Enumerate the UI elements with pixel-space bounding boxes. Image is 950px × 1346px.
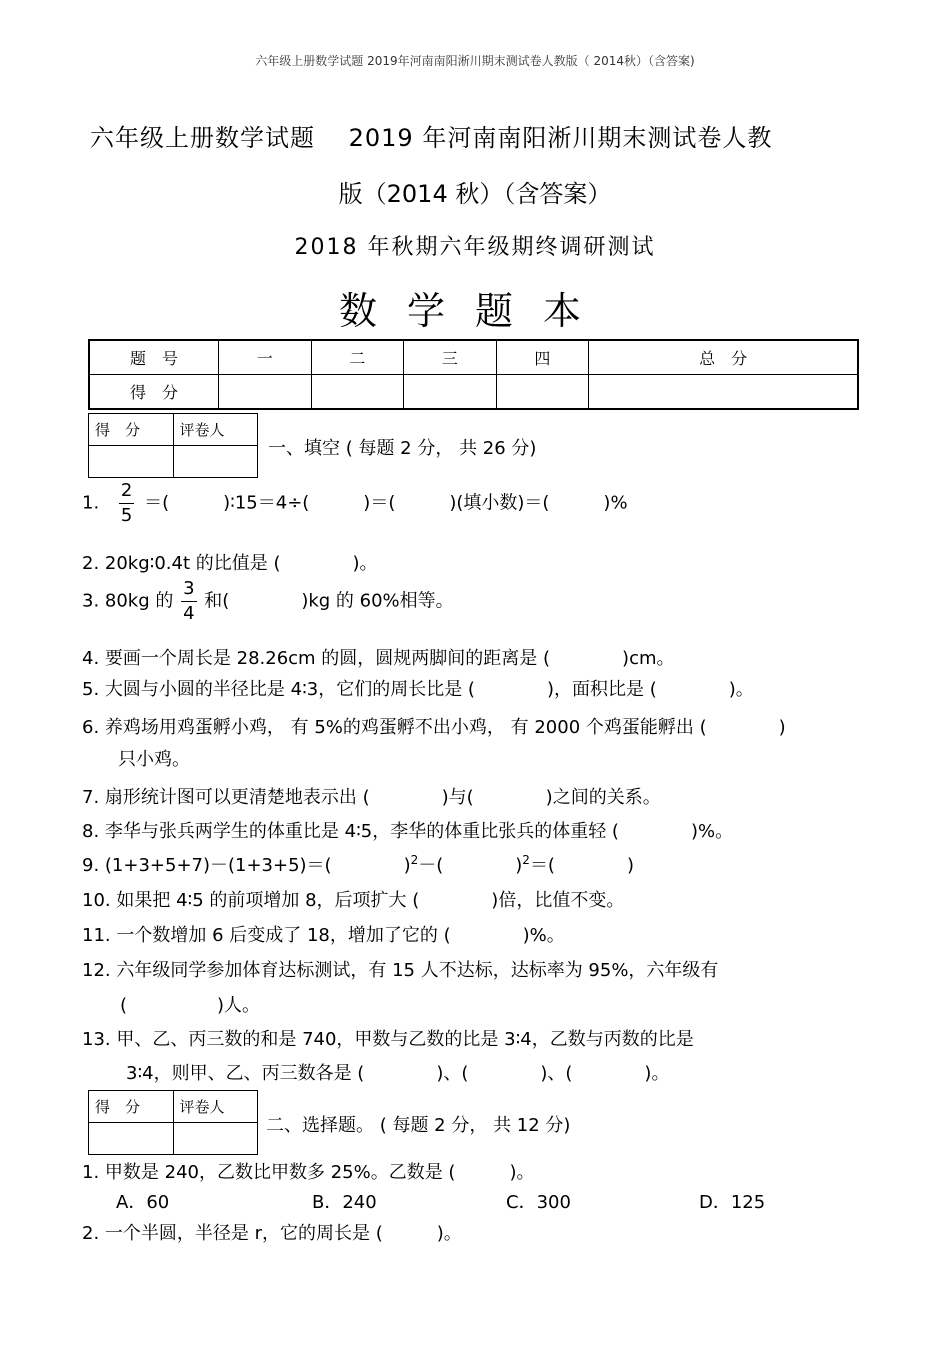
fraction xyxy=(119,482,134,525)
question-2: 2. 20kg∶0.4t 的比值是 ( )。 xyxy=(82,553,378,574)
option-c[interactable]: C．300 xyxy=(506,1192,571,1213)
grading-grader-label: 评卷人 xyxy=(173,1091,258,1123)
score-entry-cell[interactable] xyxy=(496,375,589,410)
grading-grader-label: 评卷人 xyxy=(173,414,258,446)
option-b[interactable]: B．240 xyxy=(312,1192,377,1213)
exam-subtitle: 2018 年秋期六年级期终调研测试 xyxy=(294,235,656,260)
section2-grading-box xyxy=(88,1090,258,1155)
score-table-cell: 四 xyxy=(496,340,589,375)
fraction-denominator: 4 xyxy=(183,603,195,624)
section1-grading-box xyxy=(88,413,258,478)
grading-grader-entry[interactable] xyxy=(173,1123,258,1155)
question-text: ＝( ) xyxy=(529,855,634,876)
question-8: 8. 李华与张兵两学生的体重比是 4∶5，李华的体重比张兵的体重轻 ( )%。 xyxy=(82,821,734,842)
question-13-line2: 3∶4，则甲、乙、丙三数各是 ( )、( )、( )。 xyxy=(126,1063,670,1084)
question-12-line1: 12. 六年级同学参加体育达标测试，有 15 人不达标，达标率为 95%，六年级有 xyxy=(82,960,719,981)
question-4: 4. 要画一个周长是 28.26cm 的圆，圆规两脚间的距离是 ( )cm。 xyxy=(82,648,675,669)
score-table-cell: 一 xyxy=(219,340,312,375)
score-table-cell: 二 xyxy=(311,340,404,375)
grading-score-label: 得 分 xyxy=(89,414,174,446)
question-6-line2: 只小鸡。 xyxy=(118,749,190,770)
score-table-cell: 总 分 xyxy=(589,340,858,375)
question-6-line1: 6. 养鸡场用鸡蛋孵小鸡， 有 5%的鸡蛋孵不出小鸡， 有 2000 个鸡蛋能孵出 ( ) xyxy=(82,717,786,738)
question-3 xyxy=(82,580,454,623)
question-text: ＝( )∶15＝4÷( )＝( )(填小数)＝( )% xyxy=(144,492,628,514)
option-a[interactable]: A．60 xyxy=(116,1192,170,1213)
question-5: 5. 大圆与小圆的半径比是 4∶3，它们的周长比是 ( )，面积比是 ( )。 xyxy=(82,679,754,700)
exponent: 2 xyxy=(410,853,419,867)
fraction-denominator: 5 xyxy=(120,505,133,526)
grading-score-entry[interactable] xyxy=(89,446,174,478)
question-1 xyxy=(82,482,628,525)
running-header: 六年级上册数学试题 2019年河南南阳淅川期末测试卷人教版（ 2014秋）（含答案) xyxy=(255,54,695,68)
question-text: 9. (1+3+5+7)－(1+3+5)＝( ) xyxy=(82,855,411,876)
document-title-line1: 六年级上册数学试题 2019 年河南南阳淅川期末测试卷人教 xyxy=(90,124,773,152)
score-table-score-row xyxy=(89,375,858,410)
question-7: 7. 扇形统计图可以更清楚地表示出 ( )与( )之间的关系。 xyxy=(82,787,661,808)
question-text: 和( )kg 的 60%相等。 xyxy=(204,590,454,612)
score-table-header-row xyxy=(89,340,858,375)
score-table-cell: 题 号 xyxy=(89,340,219,375)
fraction-numerator: 2 xyxy=(119,482,134,504)
exam-main-title: 数学题本 xyxy=(338,289,611,333)
score-entry-cell[interactable] xyxy=(219,375,312,410)
grading-score-entry[interactable] xyxy=(89,1123,174,1155)
grading-grader-entry[interactable] xyxy=(173,446,258,478)
score-entry-cell[interactable] xyxy=(311,375,404,410)
question-12-line2: ( )人。 xyxy=(120,995,261,1016)
question-11: 11. 一个数增加 6 后变成了 18，增加了它的 ( )%。 xyxy=(82,925,565,946)
section1-heading: 一、填空 ( 每题 2 分， 共 26 分) xyxy=(268,438,537,459)
choice-question-1: 1. 甲数是 240，乙数比甲数多 25%。乙数是 ( )。 xyxy=(82,1162,535,1183)
score-table xyxy=(88,339,859,410)
question-13-line1: 13. 甲、乙、丙三数的和是 740，甲数与乙数的比是 3∶4，乙数与丙数的比是 xyxy=(82,1029,694,1050)
score-entry-cell[interactable] xyxy=(404,375,497,410)
score-table-cell: 得 分 xyxy=(89,375,219,410)
question-9 xyxy=(82,851,634,877)
question-number: 1. xyxy=(82,492,100,514)
option-d[interactable]: D．125 xyxy=(699,1192,766,1213)
section2-heading: 二、选择题。 ( 每题 2 分， 共 12 分) xyxy=(266,1115,571,1136)
question-text: －( ) xyxy=(418,855,523,876)
choice-question-2: 2. 一个半圆，半径是 r，它的周长是 ( )。 xyxy=(82,1223,462,1244)
document-title-line2: 版（2014 秋）（含答案） xyxy=(338,180,612,208)
fraction-numerator: 3 xyxy=(181,580,196,602)
grading-score-label: 得 分 xyxy=(89,1091,174,1123)
score-table-cell: 三 xyxy=(404,340,497,375)
question-10: 10. 如果把 4∶5 的前项增加 8，后项扩大 ( )倍，比值不变。 xyxy=(82,890,625,911)
score-entry-cell[interactable] xyxy=(589,375,858,410)
fraction xyxy=(181,580,196,623)
question-text: 3. 80kg 的 xyxy=(82,590,174,612)
exponent: 2 xyxy=(522,853,530,867)
